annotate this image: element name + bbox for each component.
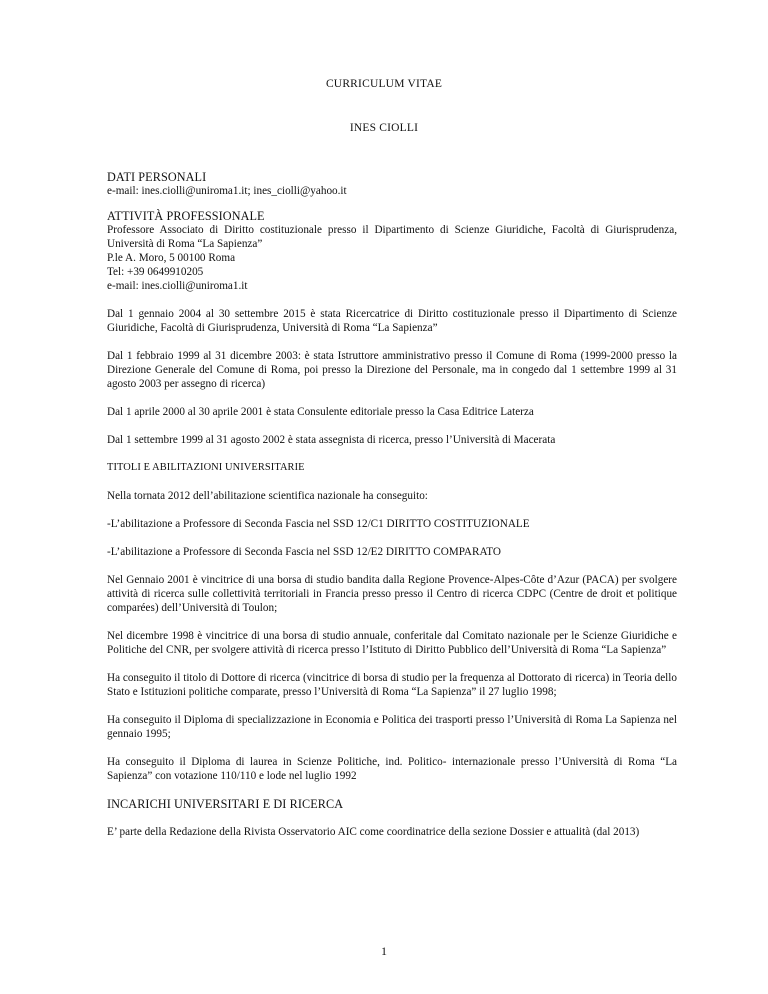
professional-item: Dal 1 febbraio 1999 al 31 dicembre 2003: è stata Istruttore amministrativo presso il Comune di Roma (1999-2000 presso la Direzione Generale del Comune di Roma, poi presso la Direzione del Personale, ma in congedo dal 1 settembre 1999 al 31 agosto 2003 per assegno di ricerca) <box>107 350 677 390</box>
professional-tel: Tel: +39 0649910205 <box>107 266 204 278</box>
personal-email-line: e-mail: ines.ciolli@uniroma1.it; ines_ciolli@yahoo.it <box>107 185 347 197</box>
titles-item: Nel Gennaio 2001 è vincitrice di una borsa di studio bandita dalla Regione Provence-Alpes-Côte d’Azur (PACA) per svolgere attività di ricerca sulle collettività territoriali in Francia presso presso il Centro di ricerca CDPC (Centre de droit et politique comparées) dell’Università di Toulon; <box>107 574 677 614</box>
section-professional <box>107 209 677 293</box>
section-heading-professional: ATTIVITÀ PROFESSIONALE <box>107 209 265 223</box>
section-heading-personal: DATI PERSONALI <box>107 170 207 184</box>
document-body <box>107 170 677 853</box>
person-name: INES CIOLLI <box>349 122 419 134</box>
titles-item: Nel dicembre 1998 è vincitrice di una borsa di studio annuale, conferitale dal Comitato nazionale per le Scienze Giuridiche e Politiche del CNR, per svolgere attività di ricerca presso l’Istituto di Diritto Pubblico dell’Università di Roma “La Sapienza” <box>107 630 677 656</box>
titles-item: Ha conseguito il titolo di Dottore di ricerca (vincitrice di borsa di studio per la frequenza al Dottorato di ricerca) in Teoria dello Stato e Istituzioni politiche comparate, presso l’Università di Roma “La Sapienza” il 27 luglio 1998; <box>107 672 677 698</box>
professional-item: Dal 1 aprile 2000 al 30 aprile 2001 è stata Consulente editoriale presso la Casa Editrice Laterza <box>107 406 534 418</box>
page-number: 1 <box>381 944 387 958</box>
section-heading-assignments: INCARICHI UNIVERSITARI E DI RICERCA <box>107 797 344 811</box>
professional-item: Dal 1 gennaio 2004 al 30 settembre 2015 è stata Ricercatrice di Diritto costituzionale presso il Dipartimento di Scienze Giuridiche, Facoltà di Giurisprudenza, Università di Roma “La Sapienza” <box>107 308 677 334</box>
titles-item: Ha conseguito il Diploma di laurea in Scienze Politiche, ind. Politico- internazionale presso l’Università di Roma “La Sapienza” con votazione 110/110 e lode nel luglio 1992 <box>107 756 677 782</box>
professional-email: e-mail: ines.ciolli@uniroma1.it <box>107 280 248 292</box>
titles-intro: Nella tornata 2012 dell’abilitazione scientifica nazionale ha conseguito: <box>107 490 428 502</box>
professional-role: Professore Associato di Diritto costituzionale presso il Dipartimento di Scienze Giuridiche, Facoltà di Giurisprudenza, Università di Roma “La Sapienza” <box>107 224 677 250</box>
abilitazione-item: -L’abilitazione a Professore di Seconda Fascia nel SSD 12/C1 DIRITTO COSTITUZIONALE <box>107 518 530 530</box>
professional-address: P.le A. Moro, 5 00100 Roma <box>107 252 236 264</box>
document-title: CURRICULUM VITAE <box>325 78 443 90</box>
section-personal <box>107 170 677 198</box>
abilitazione-item: -L’abilitazione a Professore di Seconda Fascia nel SSD 12/E2 DIRITTO COMPARATO <box>107 546 502 558</box>
assignments-item: E’ parte della Redazione della Rivista Osservatorio AIC come coordinatrice della sezione Dossier e attualità (dal 2013) <box>107 826 640 838</box>
titles-item: Ha conseguito il Diploma di specializzazione in Economia e Politica dei trasporti presso l’Università di Roma La Sapienza nel gennaio 1995; <box>107 714 677 740</box>
professional-item: Dal 1 settembre 1999 al 31 agosto 2002 è stata assegnista di ricerca, presso l’Università di Macerata <box>107 434 556 446</box>
section-heading-titles: TITOLI E ABILITAZIONI UNIVERSITARIE <box>107 462 305 473</box>
